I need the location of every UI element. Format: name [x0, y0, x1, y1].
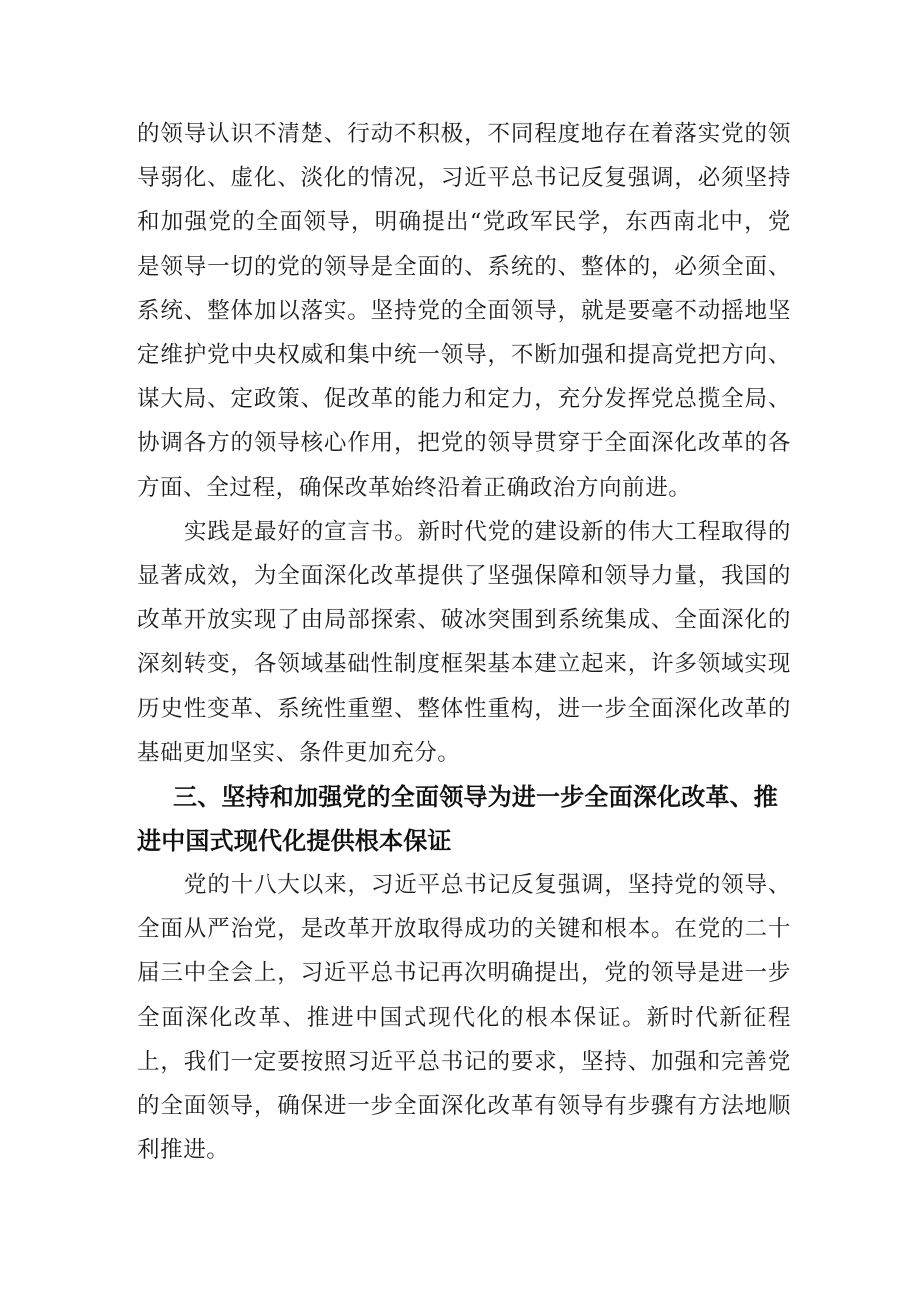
document-body [137, 112, 791, 1172]
paragraph-practice: 实践是最好的宣言书。新时代党的建设新的伟大工程取得的显著成效，为全面深化改革提供了坚强保障和领导力量，我国的改革开放实现了由局部探索、破冰突围到系统集成、全面深化的深刻转变，各领域基础性制度框架基本建立起来，许多领域实现历史性变革、系统性重塑、整体性重构，进一步全面深化改革的基础更加坚实、条件更加充分。 [137, 518, 791, 766]
paragraph-leadership: 党的十八大以来，习近平总书记反复强调，坚持党的领导、全面从严治党，是改革开放取得成功的关键和根本。在党的二十届三中全会上，习近平总书记再次明确提出，党的领导是进一步全面深化改革、推进中国式现代化的根本保证。新时代新征程上，我们一定要按照习近平总书记的要求，坚持、加强和完善党的全面领导，确保进一步全面深化改革有领导有步骤有方法地顺利推进。 [137, 872, 791, 1164]
paragraph-continued: 的领导认识不清楚、行动不积极，不同程度地存在着落实党的领导弱化、虚化、淡化的情况，习近平总书记反复强调，必须坚持和加强党的全面领导，明确提出“党政军民学，东西南北中，党是领导一切的党的领导是全面的、系统的、整体的，必须全面、系统、整体加以落实。坚持党的全面领导，就是要毫不动摇地坚定维护党中央权威和集中统一领导，不断加强和提高党把方向、谋大局、定政策、促改革的能力和定力，充分发挥党总揽全局、协调各方的领导核心作用，把党的领导贯穿于全面深化改革的各方面、全过程，确保改革始终沿着正确政治方向前进。 [137, 121, 791, 501]
section-heading: 三、坚持和加强党的全面领导为进一步全面深化改革、推进中国式现代化提供根本保证 [137, 783, 778, 856]
